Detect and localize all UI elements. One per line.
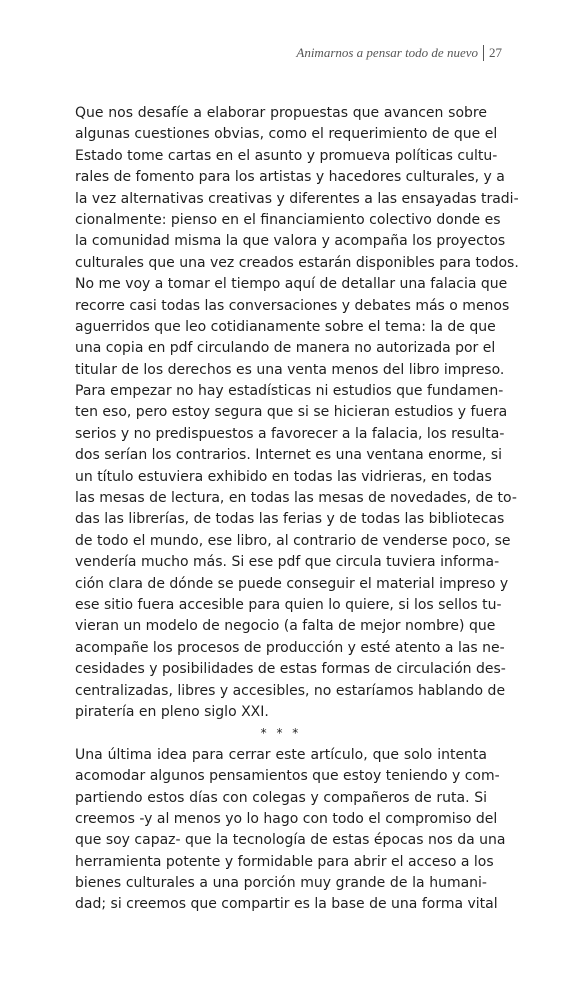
text-line: No me voy a tomar el tiempo aquí de detallar una falacia que bbox=[75, 276, 508, 293]
running-head bbox=[296, 45, 502, 61]
running-head-divider bbox=[483, 45, 484, 61]
paragraph-2 bbox=[75, 745, 506, 916]
text-line: titular de los derechos es una venta menos del libro impreso. bbox=[75, 361, 505, 378]
text-line: que soy capaz- que la tecnología de estas épocas nos da una bbox=[75, 832, 506, 849]
text-line: de todo el mundo, ese libro, al contrario de venderse poco, se bbox=[75, 532, 511, 549]
text-line: vendería mucho más. Si ese pdf que circula tuviera informa- bbox=[75, 554, 500, 571]
text-line: Que nos desafíe a elaborar propuestas que avancen sobre bbox=[75, 105, 487, 121]
text-line: Una última idea para cerrar este artículo, que solo intenta bbox=[75, 746, 487, 763]
paragraph-1 bbox=[75, 103, 519, 723]
text-line: ción clara de dónde se puede conseguir el material impreso y bbox=[75, 575, 509, 592]
text-line: acompañe los procesos de producción y esté atento a las ne- bbox=[75, 639, 505, 656]
text-line: herramienta potente y formidable para abrir el acceso a los bbox=[75, 853, 494, 870]
section-separator: * * * bbox=[260, 726, 302, 741]
text-line: un título estuviera exhibido en todas las vidrieras, en todas bbox=[75, 468, 492, 485]
text-line: recorre casi todas las conversaciones y debates más o menos bbox=[75, 297, 510, 314]
text-line: centralizadas, libres y accesibles, no estaríamos hablando de bbox=[75, 682, 506, 699]
text-line: culturales que una vez creados estarán disponibles para todos. bbox=[75, 254, 519, 271]
text-line: Para empezar no hay estadísticas ni estudios que fundamen- bbox=[75, 383, 504, 400]
text-line: acomodar algunos pensamientos que estoy teniendo y com- bbox=[75, 768, 500, 785]
text-line: cesidades y posibilidades de estas formas de circulación des- bbox=[75, 661, 506, 678]
text-line: aguerridos que leo cotidianamente sobre el tema: la de que bbox=[75, 318, 496, 335]
text-line: algunas cuestiones obvias, como el requerimiento de que el bbox=[75, 126, 498, 143]
body-text bbox=[75, 103, 519, 916]
text-line: creemos -y al menos yo lo hago con todo el compromiso del bbox=[75, 810, 498, 827]
text-line: dad; si creemos que compartir es la base de una forma vital bbox=[75, 896, 498, 913]
text-line: piratería en pleno siglo XXI. bbox=[75, 703, 269, 720]
text-line: una copia en pdf circulando de manera no autorizada por el bbox=[75, 340, 496, 357]
text-line: partiendo estos días con colegas y compañeros de ruta. Si bbox=[75, 789, 487, 806]
text-line: dos serían los contrarios. Internet es una ventana enorme, si bbox=[75, 447, 503, 464]
text-line: las mesas de lectura, en todas las mesas de novedades, de to- bbox=[75, 490, 517, 507]
text-line: das las librerías, de todas las ferias y de todas las bibliotecas bbox=[75, 511, 505, 528]
text-line: Estado tome cartas en el asunto y promueva políticas cultu- bbox=[75, 147, 498, 164]
text-line: bienes culturales a una porción muy grande de la humani- bbox=[75, 875, 487, 892]
text-line: ten eso, pero estoy segura que si se hicieran estudios y fuera bbox=[75, 404, 508, 421]
page-number: 27 bbox=[489, 45, 502, 60]
running-head-title: Animarnos a pensar todo de nuevo bbox=[296, 45, 478, 60]
text-line: rales de fomento para los artistas y hacedores culturales, y a bbox=[75, 169, 505, 186]
text-line: ese sitio fuera accesible para quien lo quiere, si los sellos tu- bbox=[75, 596, 502, 613]
text-line: cionalmente: pienso en el financiamiento colectivo donde es bbox=[75, 211, 501, 228]
text-line: la comunidad misma la que valora y acompaña los proyectos bbox=[75, 233, 506, 250]
text-line: la vez alternativas creativas y diferentes a las ensayadas tradi- bbox=[75, 190, 519, 207]
text-line: vieran un modelo de negocio (a falta de mejor nombre) que bbox=[75, 618, 496, 635]
text-line: serios y no predispuestos a favorecer a la falacia, los resulta- bbox=[75, 425, 505, 442]
